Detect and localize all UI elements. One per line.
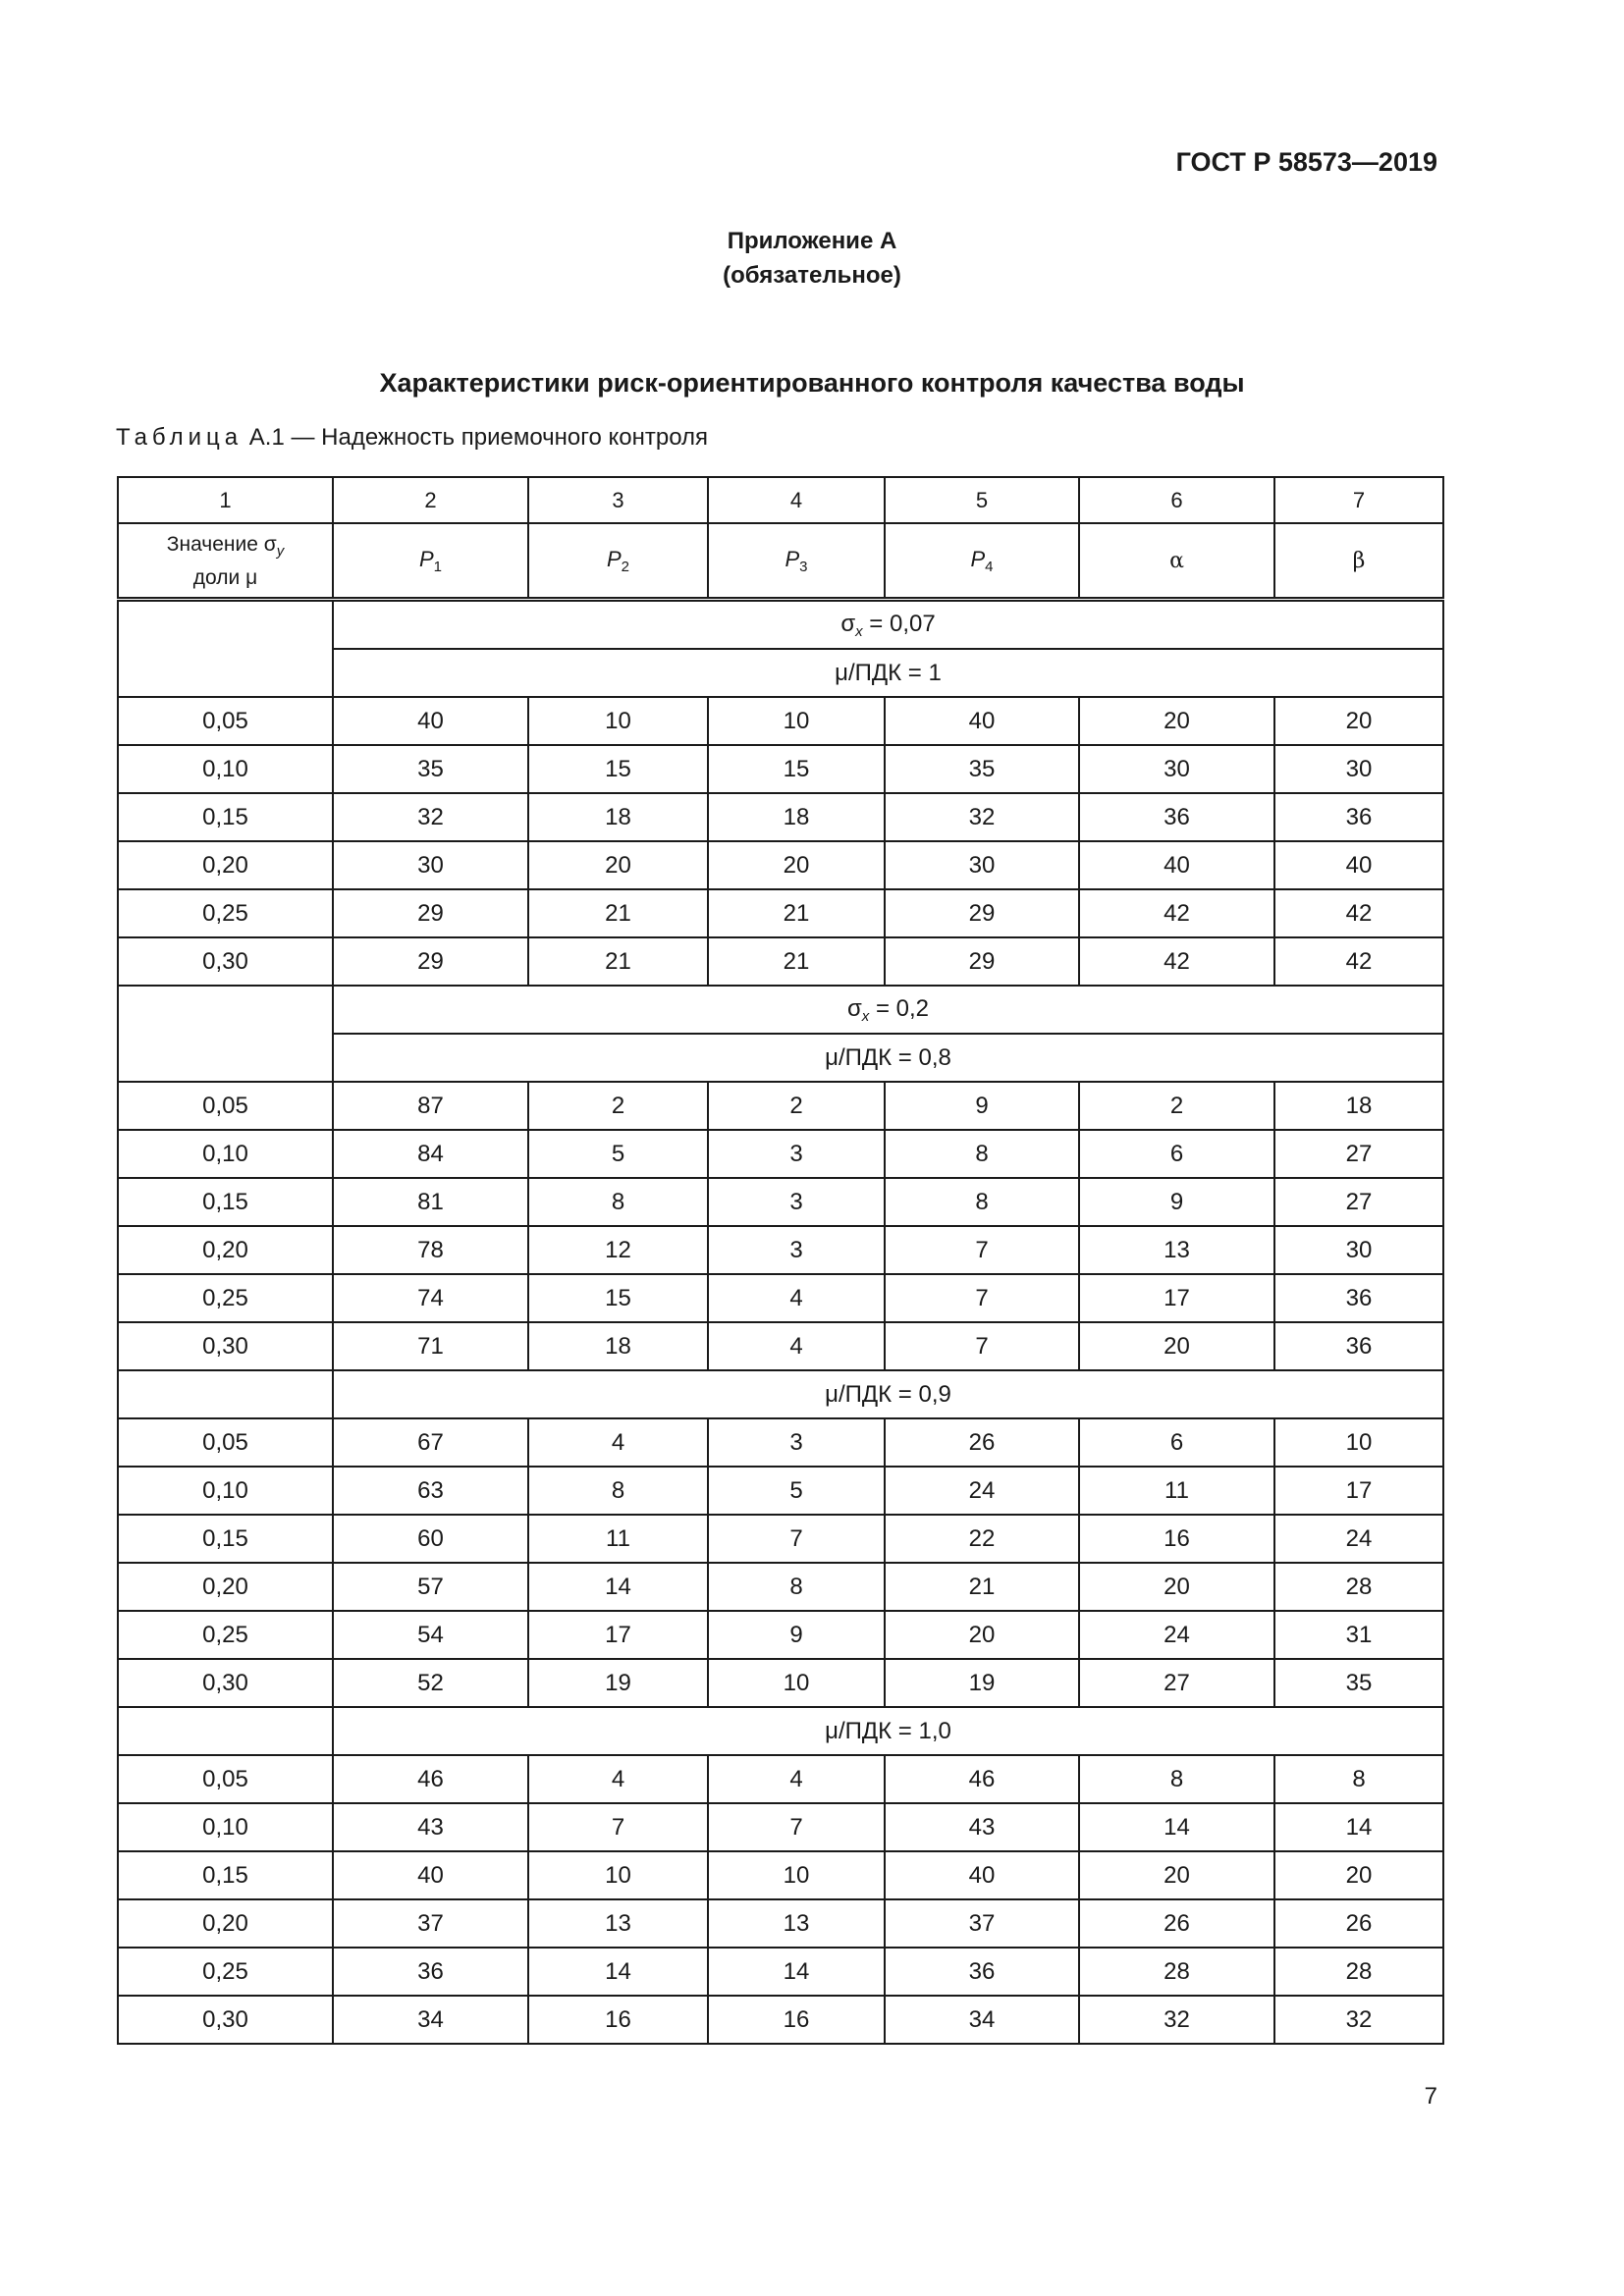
value-cell: 63 <box>333 1467 528 1515</box>
sigma-y-cell: 0,20 <box>118 1899 333 1948</box>
mu-label: μ/ПДК = 0,9 <box>333 1370 1443 1418</box>
column-header-row <box>118 523 1443 600</box>
value-cell: 30 <box>333 841 528 889</box>
value-cell: 31 <box>1274 1611 1443 1659</box>
value-cell: 16 <box>708 1996 885 2044</box>
value-cell: 57 <box>333 1563 528 1611</box>
value-cell: 30 <box>1079 745 1274 793</box>
value-cell: 3 <box>708 1418 885 1467</box>
value-cell: 8 <box>885 1130 1079 1178</box>
sigma-value: = 0,07 <box>862 610 936 637</box>
value-cell: 43 <box>885 1803 1079 1851</box>
sigma-y-cell: 0,25 <box>118 889 333 937</box>
mu-label: μ/ПДК = 0,8 <box>333 1034 1443 1082</box>
value-cell: 20 <box>1079 1563 1274 1611</box>
value-cell: 8 <box>1274 1755 1443 1803</box>
value-cell: 10 <box>528 1851 708 1899</box>
header-p-sub: 2 <box>621 558 630 575</box>
sigma-y-cell: 0,15 <box>118 1851 333 1899</box>
mu-label: μ/ПДК = 1,0 <box>333 1707 1443 1755</box>
value-cell: 20 <box>708 841 885 889</box>
sigma-y-cell: 0,10 <box>118 745 333 793</box>
value-cell: 5 <box>708 1467 885 1515</box>
value-cell: 29 <box>885 937 1079 986</box>
value-cell: 29 <box>333 889 528 937</box>
table-row <box>118 793 1443 841</box>
column-number: 7 <box>1274 477 1443 523</box>
value-cell: 27 <box>1079 1659 1274 1707</box>
value-cell: 78 <box>333 1226 528 1274</box>
value-cell: 4 <box>528 1755 708 1803</box>
value-cell: 9 <box>1079 1178 1274 1226</box>
value-cell: 36 <box>333 1948 528 1996</box>
sigma-y-cell: 0,25 <box>118 1611 333 1659</box>
table-row <box>118 1948 1443 1996</box>
value-cell: 20 <box>1079 1322 1274 1370</box>
value-cell: 11 <box>528 1515 708 1563</box>
table-caption <box>116 424 708 452</box>
value-cell: 42 <box>1079 937 1274 986</box>
table-row <box>118 1515 1443 1563</box>
value-cell: 10 <box>708 1851 885 1899</box>
table-row <box>118 937 1443 986</box>
value-cell: 15 <box>528 1274 708 1322</box>
value-cell: 32 <box>333 793 528 841</box>
value-cell: 81 <box>333 1178 528 1226</box>
value-cell: 20 <box>528 841 708 889</box>
value-cell: 20 <box>1079 1851 1274 1899</box>
value-cell: 17 <box>1274 1467 1443 1515</box>
table-row <box>118 1274 1443 1322</box>
value-cell: 74 <box>333 1274 528 1322</box>
sigma-sub: x <box>861 1007 870 1025</box>
annex-status: (обязательное) <box>723 262 901 289</box>
value-cell: 7 <box>708 1515 885 1563</box>
value-cell: 34 <box>885 1996 1079 2044</box>
value-cell: 24 <box>1079 1611 1274 1659</box>
value-cell: 26 <box>1274 1899 1443 1948</box>
value-cell: 37 <box>333 1899 528 1948</box>
sigma-y-cell: 0,20 <box>118 1563 333 1611</box>
value-cell: 14 <box>528 1948 708 1996</box>
value-cell: 3 <box>708 1178 885 1226</box>
value-cell: 21 <box>528 889 708 937</box>
header-p-letter: P <box>418 546 434 571</box>
value-cell: 19 <box>885 1659 1079 1707</box>
annex-heading <box>0 224 1624 293</box>
value-cell: 6 <box>1079 1418 1274 1467</box>
header-sigma-y <box>118 523 333 600</box>
table-row <box>118 1082 1443 1130</box>
header-sigma-y-label: Значение σ <box>166 532 277 556</box>
mu-label: μ/ПДК = 1 <box>333 649 1443 697</box>
header-sigma-y-unit: доли μ <box>192 565 258 589</box>
table-row <box>118 889 1443 937</box>
value-cell: 14 <box>1079 1803 1274 1851</box>
value-cell: 27 <box>1274 1178 1443 1226</box>
sigma-x-row <box>118 600 1443 650</box>
value-cell: 7 <box>708 1803 885 1851</box>
value-cell: 8 <box>528 1178 708 1226</box>
value-cell: 4 <box>528 1418 708 1467</box>
value-cell: 42 <box>1079 889 1274 937</box>
value-cell: 16 <box>1079 1515 1274 1563</box>
column-number: 3 <box>528 477 708 523</box>
value-cell: 35 <box>333 745 528 793</box>
sigma-x-label <box>333 600 1443 650</box>
annex-title: Приложение А <box>727 228 897 254</box>
sigma-y-cell: 0,25 <box>118 1948 333 1996</box>
sigma-y-cell: 0,20 <box>118 1226 333 1274</box>
value-cell: 20 <box>1274 697 1443 745</box>
table-row <box>118 1659 1443 1707</box>
sigma-y-cell: 0,15 <box>118 793 333 841</box>
value-cell: 67 <box>333 1418 528 1467</box>
header-p-letter: P <box>970 546 986 571</box>
value-cell: 21 <box>708 937 885 986</box>
value-cell: 26 <box>885 1418 1079 1467</box>
header-p-letter: P <box>606 546 622 571</box>
value-cell: 18 <box>528 1322 708 1370</box>
sigma-y-cell: 0,30 <box>118 1322 333 1370</box>
value-cell: 7 <box>885 1274 1079 1322</box>
value-cell: 35 <box>1274 1659 1443 1707</box>
value-cell: 10 <box>1274 1418 1443 1467</box>
mu-row <box>118 1707 1443 1755</box>
value-cell: 4 <box>708 1322 885 1370</box>
value-cell: 3 <box>708 1130 885 1178</box>
value-cell: 30 <box>1274 1226 1443 1274</box>
header-p-letter: P <box>785 546 800 571</box>
sigma-y-cell: 0,20 <box>118 841 333 889</box>
value-cell: 30 <box>1274 745 1443 793</box>
column-number: 5 <box>885 477 1079 523</box>
sigma-y-cell: 0,25 <box>118 1274 333 1322</box>
value-cell: 36 <box>1274 1322 1443 1370</box>
value-cell: 18 <box>528 793 708 841</box>
column-number: 1 <box>118 477 333 523</box>
value-cell: 36 <box>1079 793 1274 841</box>
value-cell: 26 <box>1079 1899 1274 1948</box>
page-number: 7 <box>1424 2083 1437 2109</box>
header-alpha: α <box>1079 523 1274 600</box>
sigma-sub: x <box>855 622 863 640</box>
blank-cell <box>118 986 333 1082</box>
value-cell: 37 <box>885 1899 1079 1948</box>
table-row <box>118 1467 1443 1515</box>
value-cell: 10 <box>708 697 885 745</box>
value-cell: 5 <box>528 1130 708 1178</box>
value-cell: 10 <box>528 697 708 745</box>
sigma-y-cell: 0,30 <box>118 937 333 986</box>
value-cell: 17 <box>1079 1274 1274 1322</box>
sigma-symbol: σ <box>846 994 862 1022</box>
value-cell: 2 <box>528 1082 708 1130</box>
value-cell: 21 <box>885 1563 1079 1611</box>
value-cell: 15 <box>528 745 708 793</box>
value-cell: 30 <box>885 841 1079 889</box>
table-caption-text: А.1 — Надежность приемочного контроля <box>248 424 709 451</box>
standard-designation: ГОСТ Р 58573—2019 <box>1175 147 1437 177</box>
table-row <box>118 1178 1443 1226</box>
sigma-y-cell: 0,10 <box>118 1467 333 1515</box>
value-cell: 15 <box>708 745 885 793</box>
value-cell: 28 <box>1079 1948 1274 1996</box>
value-cell: 18 <box>708 793 885 841</box>
sigma-x-row <box>118 986 1443 1034</box>
table-row <box>118 697 1443 745</box>
sigma-y-cell: 0,05 <box>118 697 333 745</box>
table-row <box>118 745 1443 793</box>
value-cell: 8 <box>885 1178 1079 1226</box>
value-cell: 21 <box>528 937 708 986</box>
value-cell: 52 <box>333 1659 528 1707</box>
value-cell: 14 <box>708 1948 885 1996</box>
value-cell: 19 <box>528 1659 708 1707</box>
value-cell: 3 <box>708 1226 885 1274</box>
sigma-y-cell: 0,05 <box>118 1082 333 1130</box>
column-number: 4 <box>708 477 885 523</box>
value-cell: 35 <box>885 745 1079 793</box>
value-cell: 24 <box>885 1467 1079 1515</box>
value-cell: 9 <box>885 1082 1079 1130</box>
value-cell: 7 <box>885 1226 1079 1274</box>
table-row <box>118 1611 1443 1659</box>
table-row <box>118 1130 1443 1178</box>
sigma-y-cell: 0,30 <box>118 1659 333 1707</box>
value-cell: 36 <box>885 1948 1079 1996</box>
value-cell: 13 <box>528 1899 708 1948</box>
value-cell: 40 <box>333 1851 528 1899</box>
sigma-y-cell: 0,10 <box>118 1803 333 1851</box>
reliability-table <box>117 476 1444 2045</box>
value-cell: 29 <box>885 889 1079 937</box>
value-cell: 10 <box>708 1659 885 1707</box>
value-cell: 13 <box>1079 1226 1274 1274</box>
header-p4 <box>885 523 1079 600</box>
value-cell: 7 <box>885 1322 1079 1370</box>
value-cell: 40 <box>1079 841 1274 889</box>
header-p-sub: 3 <box>799 558 808 575</box>
column-number: 6 <box>1079 477 1274 523</box>
column-number: 2 <box>333 477 528 523</box>
blank-cell <box>118 1370 333 1418</box>
value-cell: 84 <box>333 1130 528 1178</box>
value-cell: 9 <box>708 1611 885 1659</box>
value-cell: 28 <box>1274 1563 1443 1611</box>
value-cell: 11 <box>1079 1467 1274 1515</box>
value-cell: 6 <box>1079 1130 1274 1178</box>
value-cell: 54 <box>333 1611 528 1659</box>
value-cell: 46 <box>333 1755 528 1803</box>
value-cell: 16 <box>528 1996 708 2044</box>
value-cell: 12 <box>528 1226 708 1274</box>
value-cell: 27 <box>1274 1130 1443 1178</box>
value-cell: 21 <box>708 889 885 937</box>
value-cell: 8 <box>708 1563 885 1611</box>
sigma-x-label <box>333 986 1443 1034</box>
value-cell: 20 <box>1079 697 1274 745</box>
header-p3 <box>708 523 885 600</box>
table-caption-label: Таблица <box>116 424 244 451</box>
value-cell: 8 <box>1079 1755 1274 1803</box>
value-cell: 7 <box>528 1803 708 1851</box>
value-cell: 40 <box>333 697 528 745</box>
sigma-y-cell: 0,05 <box>118 1418 333 1467</box>
table-row <box>118 1803 1443 1851</box>
value-cell: 40 <box>885 1851 1079 1899</box>
value-cell: 43 <box>333 1803 528 1851</box>
table-row <box>118 1322 1443 1370</box>
table-row <box>118 1755 1443 1803</box>
header-p1 <box>333 523 528 600</box>
value-cell: 71 <box>333 1322 528 1370</box>
value-cell: 42 <box>1274 937 1443 986</box>
value-cell: 36 <box>1274 793 1443 841</box>
sigma-y-cell: 0,05 <box>118 1755 333 1803</box>
value-cell: 36 <box>1274 1274 1443 1322</box>
value-cell: 60 <box>333 1515 528 1563</box>
value-cell: 32 <box>1274 1996 1443 2044</box>
header-p2 <box>528 523 708 600</box>
header-p-sub: 4 <box>985 558 994 575</box>
mu-row <box>118 1370 1443 1418</box>
section-title: Характеристики риск-ориентированного контроля качества воды <box>379 368 1245 398</box>
value-cell: 20 <box>885 1611 1079 1659</box>
sigma-value: = 0,2 <box>869 994 930 1022</box>
value-cell: 40 <box>885 697 1079 745</box>
value-cell: 32 <box>885 793 1079 841</box>
value-cell: 13 <box>708 1899 885 1948</box>
value-cell: 22 <box>885 1515 1079 1563</box>
table-row <box>118 1996 1443 2044</box>
value-cell: 46 <box>885 1755 1079 1803</box>
table-row <box>118 1418 1443 1467</box>
table-row <box>118 1226 1443 1274</box>
value-cell: 14 <box>528 1563 708 1611</box>
blank-cell <box>118 1707 333 1755</box>
header-sigma-y-sub: y <box>276 542 285 560</box>
value-cell: 18 <box>1274 1082 1443 1130</box>
value-cell: 34 <box>333 1996 528 2044</box>
value-cell: 8 <box>528 1467 708 1515</box>
value-cell: 40 <box>1274 841 1443 889</box>
header-beta: β <box>1274 523 1443 600</box>
sigma-y-cell: 0,30 <box>118 1996 333 2044</box>
table-row <box>118 1563 1443 1611</box>
value-cell: 42 <box>1274 889 1443 937</box>
value-cell: 14 <box>1274 1803 1443 1851</box>
value-cell: 4 <box>708 1755 885 1803</box>
value-cell: 17 <box>528 1611 708 1659</box>
sigma-y-cell: 0,15 <box>118 1515 333 1563</box>
value-cell: 2 <box>1079 1082 1274 1130</box>
table-row <box>118 1899 1443 1948</box>
value-cell: 2 <box>708 1082 885 1130</box>
blank-cell <box>118 600 333 698</box>
column-number-row <box>118 477 1443 523</box>
value-cell: 28 <box>1274 1948 1443 1996</box>
value-cell: 24 <box>1274 1515 1443 1563</box>
value-cell: 32 <box>1079 1996 1274 2044</box>
sigma-y-cell: 0,15 <box>118 1178 333 1226</box>
value-cell: 87 <box>333 1082 528 1130</box>
value-cell: 4 <box>708 1274 885 1322</box>
value-cell: 29 <box>333 937 528 986</box>
sigma-symbol: σ <box>840 610 856 637</box>
table-row <box>118 1851 1443 1899</box>
header-p-sub: 1 <box>433 558 443 575</box>
table-row <box>118 841 1443 889</box>
value-cell: 20 <box>1274 1851 1443 1899</box>
sigma-y-cell: 0,10 <box>118 1130 333 1178</box>
